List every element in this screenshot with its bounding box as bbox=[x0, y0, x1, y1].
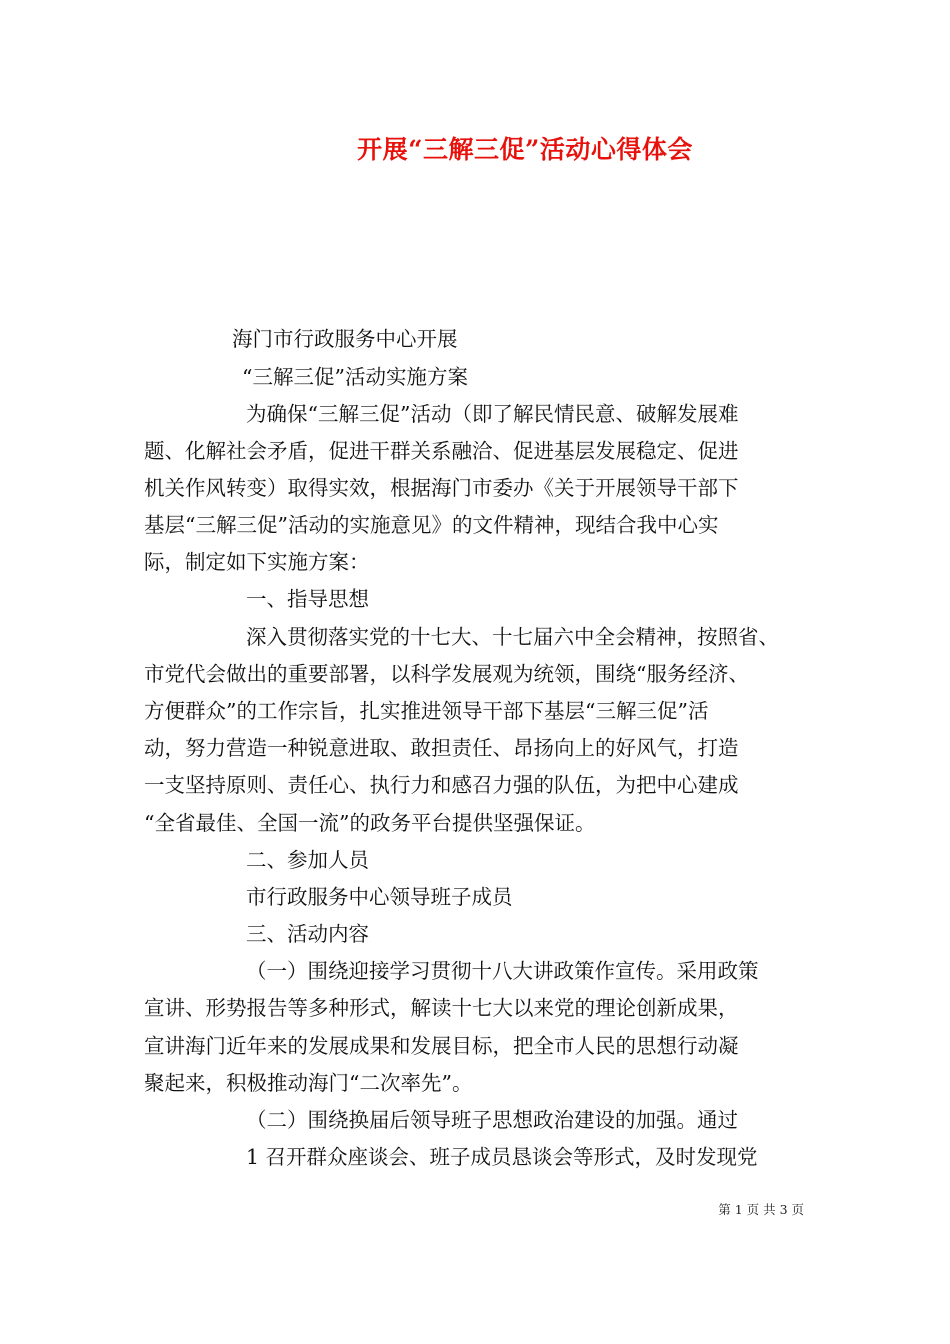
paragraph-line: 1 召开群众座谈会、班子成员恳谈会等形式，及时发现党 bbox=[246, 1145, 758, 1169]
section-heading-3: 三、活动内容 bbox=[246, 922, 369, 946]
paragraph-line: 深入贯彻落实党的十七大、十七届六中全会精神，按照省、 bbox=[246, 625, 779, 649]
paragraph-line: 动，努力营造一种锐意进取、敢担责任、昂扬向上的好风气，打造 bbox=[144, 736, 739, 760]
section-heading-2: 二、参加人员 bbox=[246, 848, 369, 872]
paragraph-line: 宣讲、形势报告等多种形式，解读十七大以来党的理论创新成果， bbox=[144, 996, 739, 1020]
paragraph-line: （一）围绕迎接学习贯彻十八大讲政策作宣传。采用政策 bbox=[246, 959, 759, 983]
document-title: 开展“三解三促”活动心得体会 bbox=[357, 135, 693, 164]
paragraph-line: 为确保“三解三促”活动（即了解民情民意、破解发展难 bbox=[246, 402, 739, 426]
paragraph-line: 宣讲海门近年来的发展成果和发展目标，把全市人民的思想行动凝 bbox=[144, 1034, 739, 1058]
section-heading-1: 一、指导思想 bbox=[246, 587, 369, 611]
paragraph-line: 题、化解社会矛盾，促进干群关系融洽、促进基层发展稳定、促进 bbox=[144, 439, 739, 463]
heading-line-1: 海门市行政服务中心开展 bbox=[232, 327, 458, 351]
paragraph-line: 市行政服务中心领导班子成员 bbox=[246, 885, 513, 909]
paragraph-line: 机关作风转变）取得实效，根据海门市委办《关于开展领导干部下 bbox=[144, 476, 739, 500]
paragraph-line: 方便群众”的工作宗旨，扎实推进领导干部下基层“三解三促”活 bbox=[144, 699, 709, 723]
paragraph-line: 一支坚持原则、责任心、执行力和感召力强的队伍，为把中心建成 bbox=[144, 773, 739, 797]
paragraph-line: 基层“三解三促”活动的实施意见》的文件精神，现结合我中心实 bbox=[144, 513, 719, 537]
paragraph-line: 聚起来，积极推动海门“二次率先”。 bbox=[144, 1071, 473, 1095]
page-number: 第 1 页 共 3 页 bbox=[718, 1202, 804, 1217]
paragraph-line: 市党代会做出的重要部署，以科学发展观为统领，围绕“服务经济、 bbox=[144, 662, 749, 686]
paragraph-line: 际，制定如下实施方案： bbox=[144, 550, 370, 574]
heading-line-2: “三解三促”活动实施方案 bbox=[242, 365, 468, 389]
paragraph-line: “全省最佳、全国一流”的政务平台提供坚强保证。 bbox=[144, 811, 596, 835]
paragraph-line: （二）围绕换届后领导班子思想政治建设的加强。通过 bbox=[246, 1108, 738, 1132]
